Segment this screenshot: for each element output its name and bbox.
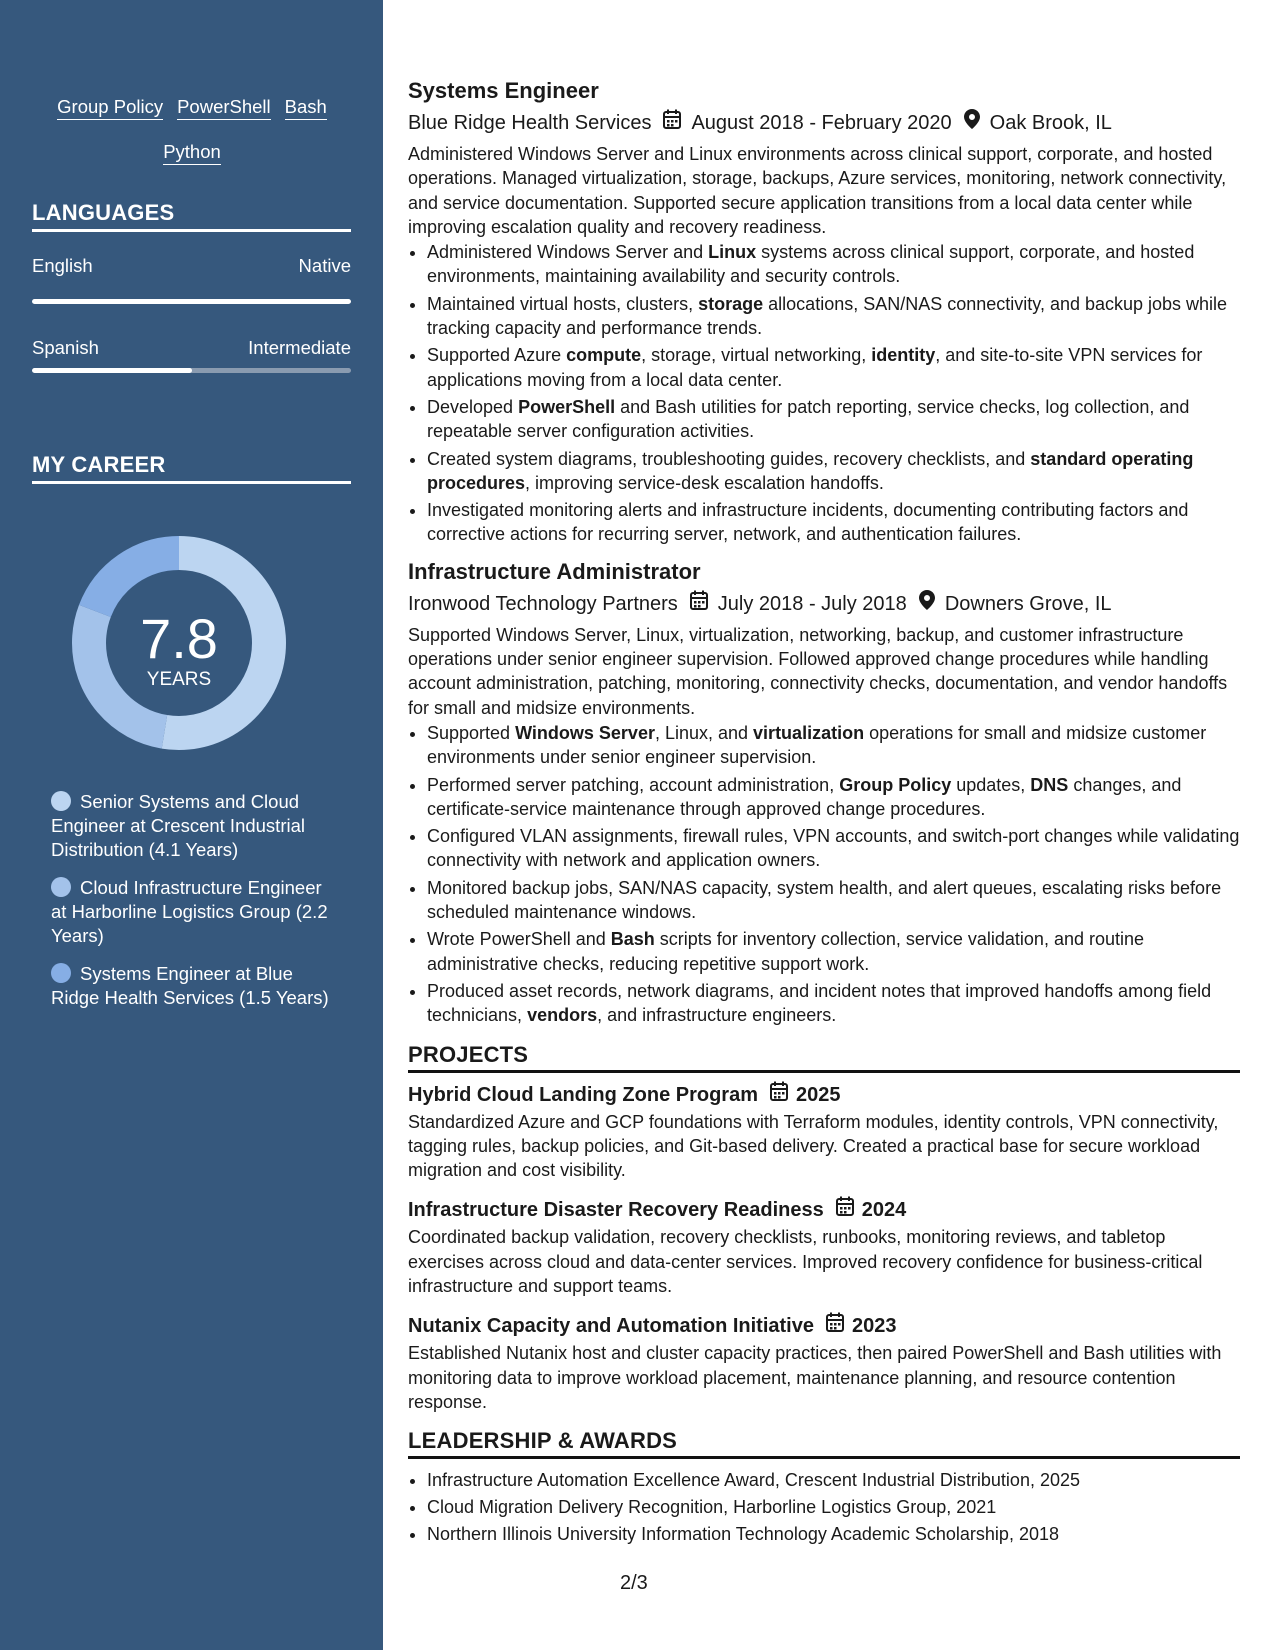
project-description: Established Nutanix host and cluster capacity practices, then paired PowerShell and Bash utilities with monitoring data to improve workload placement, maintenance planning, and resource contention response. bbox=[408, 1343, 1222, 1412]
job-entry bbox=[408, 76, 1240, 547]
project-title: Infrastructure Disaster Recovery Readiness bbox=[408, 1199, 824, 1222]
language-row bbox=[32, 337, 351, 359]
job-bullet: • Performed server patching, account administration, Group Policy updates, DNS changes, and certificate-service maintenance through approved change procedures. bbox=[427, 773, 1240, 822]
job-bullet: • Developed PowerShell and Bash utilities for patch reporting, service checks, log collection, and repeatable server configuration activities. bbox=[427, 395, 1240, 444]
job-meta bbox=[408, 589, 1240, 619]
career-total-unit: YEARS bbox=[146, 669, 212, 690]
awards-heading: LEADERSHIP & AWARDS bbox=[408, 1428, 1240, 1459]
job-dates: July 2018 - July 2018 bbox=[717, 592, 907, 615]
project-year: 2024 bbox=[861, 1199, 907, 1222]
calendar-icon bbox=[663, 108, 681, 138]
calendar-icon bbox=[836, 1196, 854, 1224]
job-bullet: • Supported Azure compute, storage, virtual networking, identity, and site-to-site VPN services for applications moving from a local data center. bbox=[427, 343, 1240, 392]
calendar-icon bbox=[690, 589, 708, 619]
award-item: • Cloud Migration Delivery Recognition, Harborline Logistics Group, 2021 bbox=[427, 1494, 1240, 1521]
language-bar-fill bbox=[32, 368, 192, 373]
project-header bbox=[408, 1081, 1240, 1109]
languages-heading: LANGUAGES bbox=[32, 200, 351, 232]
project-header bbox=[408, 1196, 1240, 1224]
map-pin-icon bbox=[964, 108, 980, 138]
job-dates: August 2018 - February 2020 bbox=[691, 112, 952, 134]
skill-tag: Group Policy bbox=[57, 96, 163, 120]
career-total-value: 7.8 bbox=[140, 607, 218, 670]
company-name: Blue Ridge Health Services bbox=[408, 112, 652, 134]
job-bullet: • Investigated monitoring alerts and infrastructure incidents, documenting contributing factors and corrective actions for recurring server, network, and authentication failures. bbox=[427, 498, 1240, 547]
job-title: Infrastructure Administrator bbox=[408, 558, 701, 584]
job-summary: Supported Windows Server, Linux, virtualization, networking, backup, and customer infrastructure operations under senior engineer supervision. Followed approved change procedures while handling account administration, patching, monitoring, connectivity checks, documentation, and vendor handoffs for small and midsize environments. bbox=[408, 624, 1228, 718]
language-level: Intermediate bbox=[248, 337, 351, 358]
job-title: Systems Engineer bbox=[408, 78, 599, 103]
career-legend-item bbox=[51, 962, 341, 1010]
project-description: Standardized Azure and GCP foundations with Terraform modules, identity controls, VPN connectivity, tagging rules, backup policies, and Git-based delivery. Created a practical base for secure workload migration and cost visibility. bbox=[408, 1111, 1219, 1181]
project-entry bbox=[408, 1081, 1240, 1183]
skills-list bbox=[32, 86, 352, 176]
language-bar bbox=[32, 368, 351, 373]
legend-dot-icon bbox=[51, 791, 71, 811]
job-bullet: • Monitored backup jobs, SAN/NAS capacity, system health, and alert queues, escalating risks before scheduled maintenance windows. bbox=[427, 876, 1240, 925]
career-donut-chart bbox=[66, 530, 292, 756]
awards-list bbox=[408, 1467, 1240, 1548]
job-bullet: • Supported Windows Server, Linux, and virtualization operations for small and midsize customer environments under senior engineer supervision. bbox=[427, 721, 1240, 770]
projects-heading: PROJECTS bbox=[408, 1042, 1240, 1073]
career-item-text: Systems Engineer at Blue Ridge Health Services (1.5 Years) bbox=[51, 963, 329, 1008]
language-bar-fill bbox=[32, 299, 351, 304]
award-item: • Northern Illinois University Information Technology Academic Scholarship, 2018 bbox=[427, 1521, 1240, 1548]
sidebar bbox=[0, 0, 383, 1650]
job-bullet: • Produced asset records, network diagrams, and incident notes that improved handoffs among field technicians, vendors, and infrastructure engineers. bbox=[427, 979, 1240, 1028]
project-year: 2025 bbox=[796, 1083, 841, 1106]
legend-dot-icon bbox=[51, 877, 71, 897]
job-bullet: • Administered Windows Server and Linux systems across clinical support, corporate, and hosted environments, maintaining availability and security controls. bbox=[427, 240, 1240, 289]
career-legend-item bbox=[51, 876, 341, 948]
page-number: 2/3 bbox=[620, 1572, 648, 1594]
calendar-icon bbox=[826, 1312, 844, 1340]
skill-tag: PowerShell bbox=[177, 96, 271, 120]
career-item-text: Cloud Infrastructure Engineer at Harborline Logistics Group (2.2 Years) bbox=[51, 877, 328, 946]
job-entry bbox=[408, 557, 1240, 1028]
career-legend bbox=[51, 790, 341, 1024]
language-level: Native bbox=[298, 255, 351, 276]
project-description: Coordinated backup validation, recovery checklists, runbooks, monitoring reviews, and tabletop exercises across cloud and data-center services. Improved recovery confidence for business-critical infrastructure and support teams. bbox=[408, 1227, 1203, 1296]
job-bullet: • Wrote PowerShell and Bash scripts for inventory collection, service validation, and routine administrative checks, reducing repetitive support work. bbox=[427, 927, 1240, 976]
calendar-icon bbox=[770, 1081, 788, 1109]
career-legend-item bbox=[51, 790, 341, 862]
job-bullet: • Maintained virtual hosts, clusters, storage allocations, SAN/NAS connectivity, and backup jobs while tracking capacity and performance trends. bbox=[427, 292, 1240, 341]
project-header bbox=[408, 1312, 1240, 1340]
job-location: Downers Grove, IL bbox=[944, 592, 1112, 615]
main-content bbox=[408, 76, 1240, 1548]
language-bar bbox=[32, 299, 351, 304]
job-bullets bbox=[408, 240, 1240, 547]
job-bullet: • Configured VLAN assignments, firewall rules, VPN accounts, and switch-port changes while validating connectivity with network and application owners. bbox=[427, 824, 1240, 873]
language-row bbox=[32, 255, 351, 277]
project-title: Nutanix Capacity and Automation Initiative bbox=[408, 1315, 814, 1338]
map-pin-icon bbox=[919, 589, 935, 619]
career-item-text: Senior Systems and Cloud Engineer at Crescent Industrial Distribution (4.1 Years) bbox=[51, 791, 305, 860]
award-item: • Infrastructure Automation Excellence Award, Crescent Industrial Distribution, 2025 bbox=[427, 1467, 1240, 1494]
job-meta bbox=[408, 108, 1240, 138]
legend-dot-icon bbox=[51, 963, 71, 983]
job-bullets bbox=[408, 721, 1240, 1028]
skill-tag: Python bbox=[163, 141, 221, 165]
career-heading: MY CAREER bbox=[32, 452, 351, 484]
job-location: Oak Brook, IL bbox=[989, 112, 1112, 134]
project-entry bbox=[408, 1312, 1240, 1414]
skill-tag: Bash bbox=[285, 96, 327, 120]
language-name: English bbox=[32, 255, 93, 276]
language-name: Spanish bbox=[32, 337, 99, 358]
company-name: Ironwood Technology Partners bbox=[408, 592, 678, 615]
project-entry bbox=[408, 1196, 1240, 1298]
project-title: Hybrid Cloud Landing Zone Program bbox=[408, 1083, 758, 1106]
job-bullet: • Created system diagrams, troubleshooting guides, recovery checklists, and standard operating procedures, improving service-desk escalation handoffs. bbox=[427, 447, 1240, 496]
project-year: 2023 bbox=[851, 1315, 897, 1338]
job-summary: Administered Windows Server and Linux environments across clinical support, corporate, and hosted operations. Managed virtualization, storage, backups, Azure services, monitoring, network connectivity, and service documentation. Supported secure application transitions from a local data center while improving escalation quality and recovery readiness. bbox=[408, 144, 1227, 237]
